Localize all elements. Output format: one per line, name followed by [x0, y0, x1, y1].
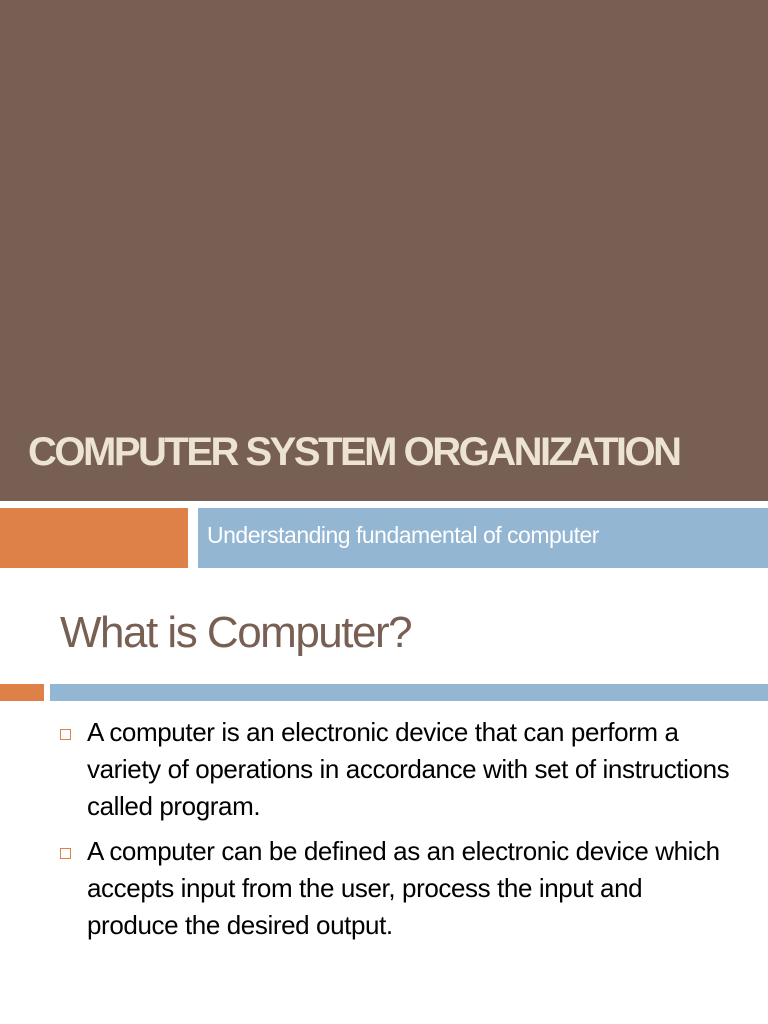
orange-accent-bar [0, 684, 44, 701]
title-banner [0, 0, 768, 501]
bullet-text: A computer is an electronic device that can perform a variety of operations in accordance with set of instructions called program. [87, 717, 730, 821]
bullet-text: A computer can be defined as an electronic device which accepts input from the user, process the input and produce the desired output. [87, 836, 720, 940]
slide-title: COMPUTER SYSTEM ORGANIZATION [28, 430, 680, 474]
content-slide-title: What is Computer? [60, 608, 412, 657]
list-item [60, 833, 740, 944]
bullet-list [60, 714, 740, 952]
hollow-square-bullet-icon [60, 848, 71, 859]
slide-subtitle: Understanding fundamental of computer [207, 522, 599, 548]
blue-accent-bar [50, 684, 768, 701]
content-slide [0, 568, 768, 1024]
orange-accent-bar [0, 508, 188, 568]
list-item [60, 714, 740, 825]
hollow-square-bullet-icon [60, 729, 71, 740]
